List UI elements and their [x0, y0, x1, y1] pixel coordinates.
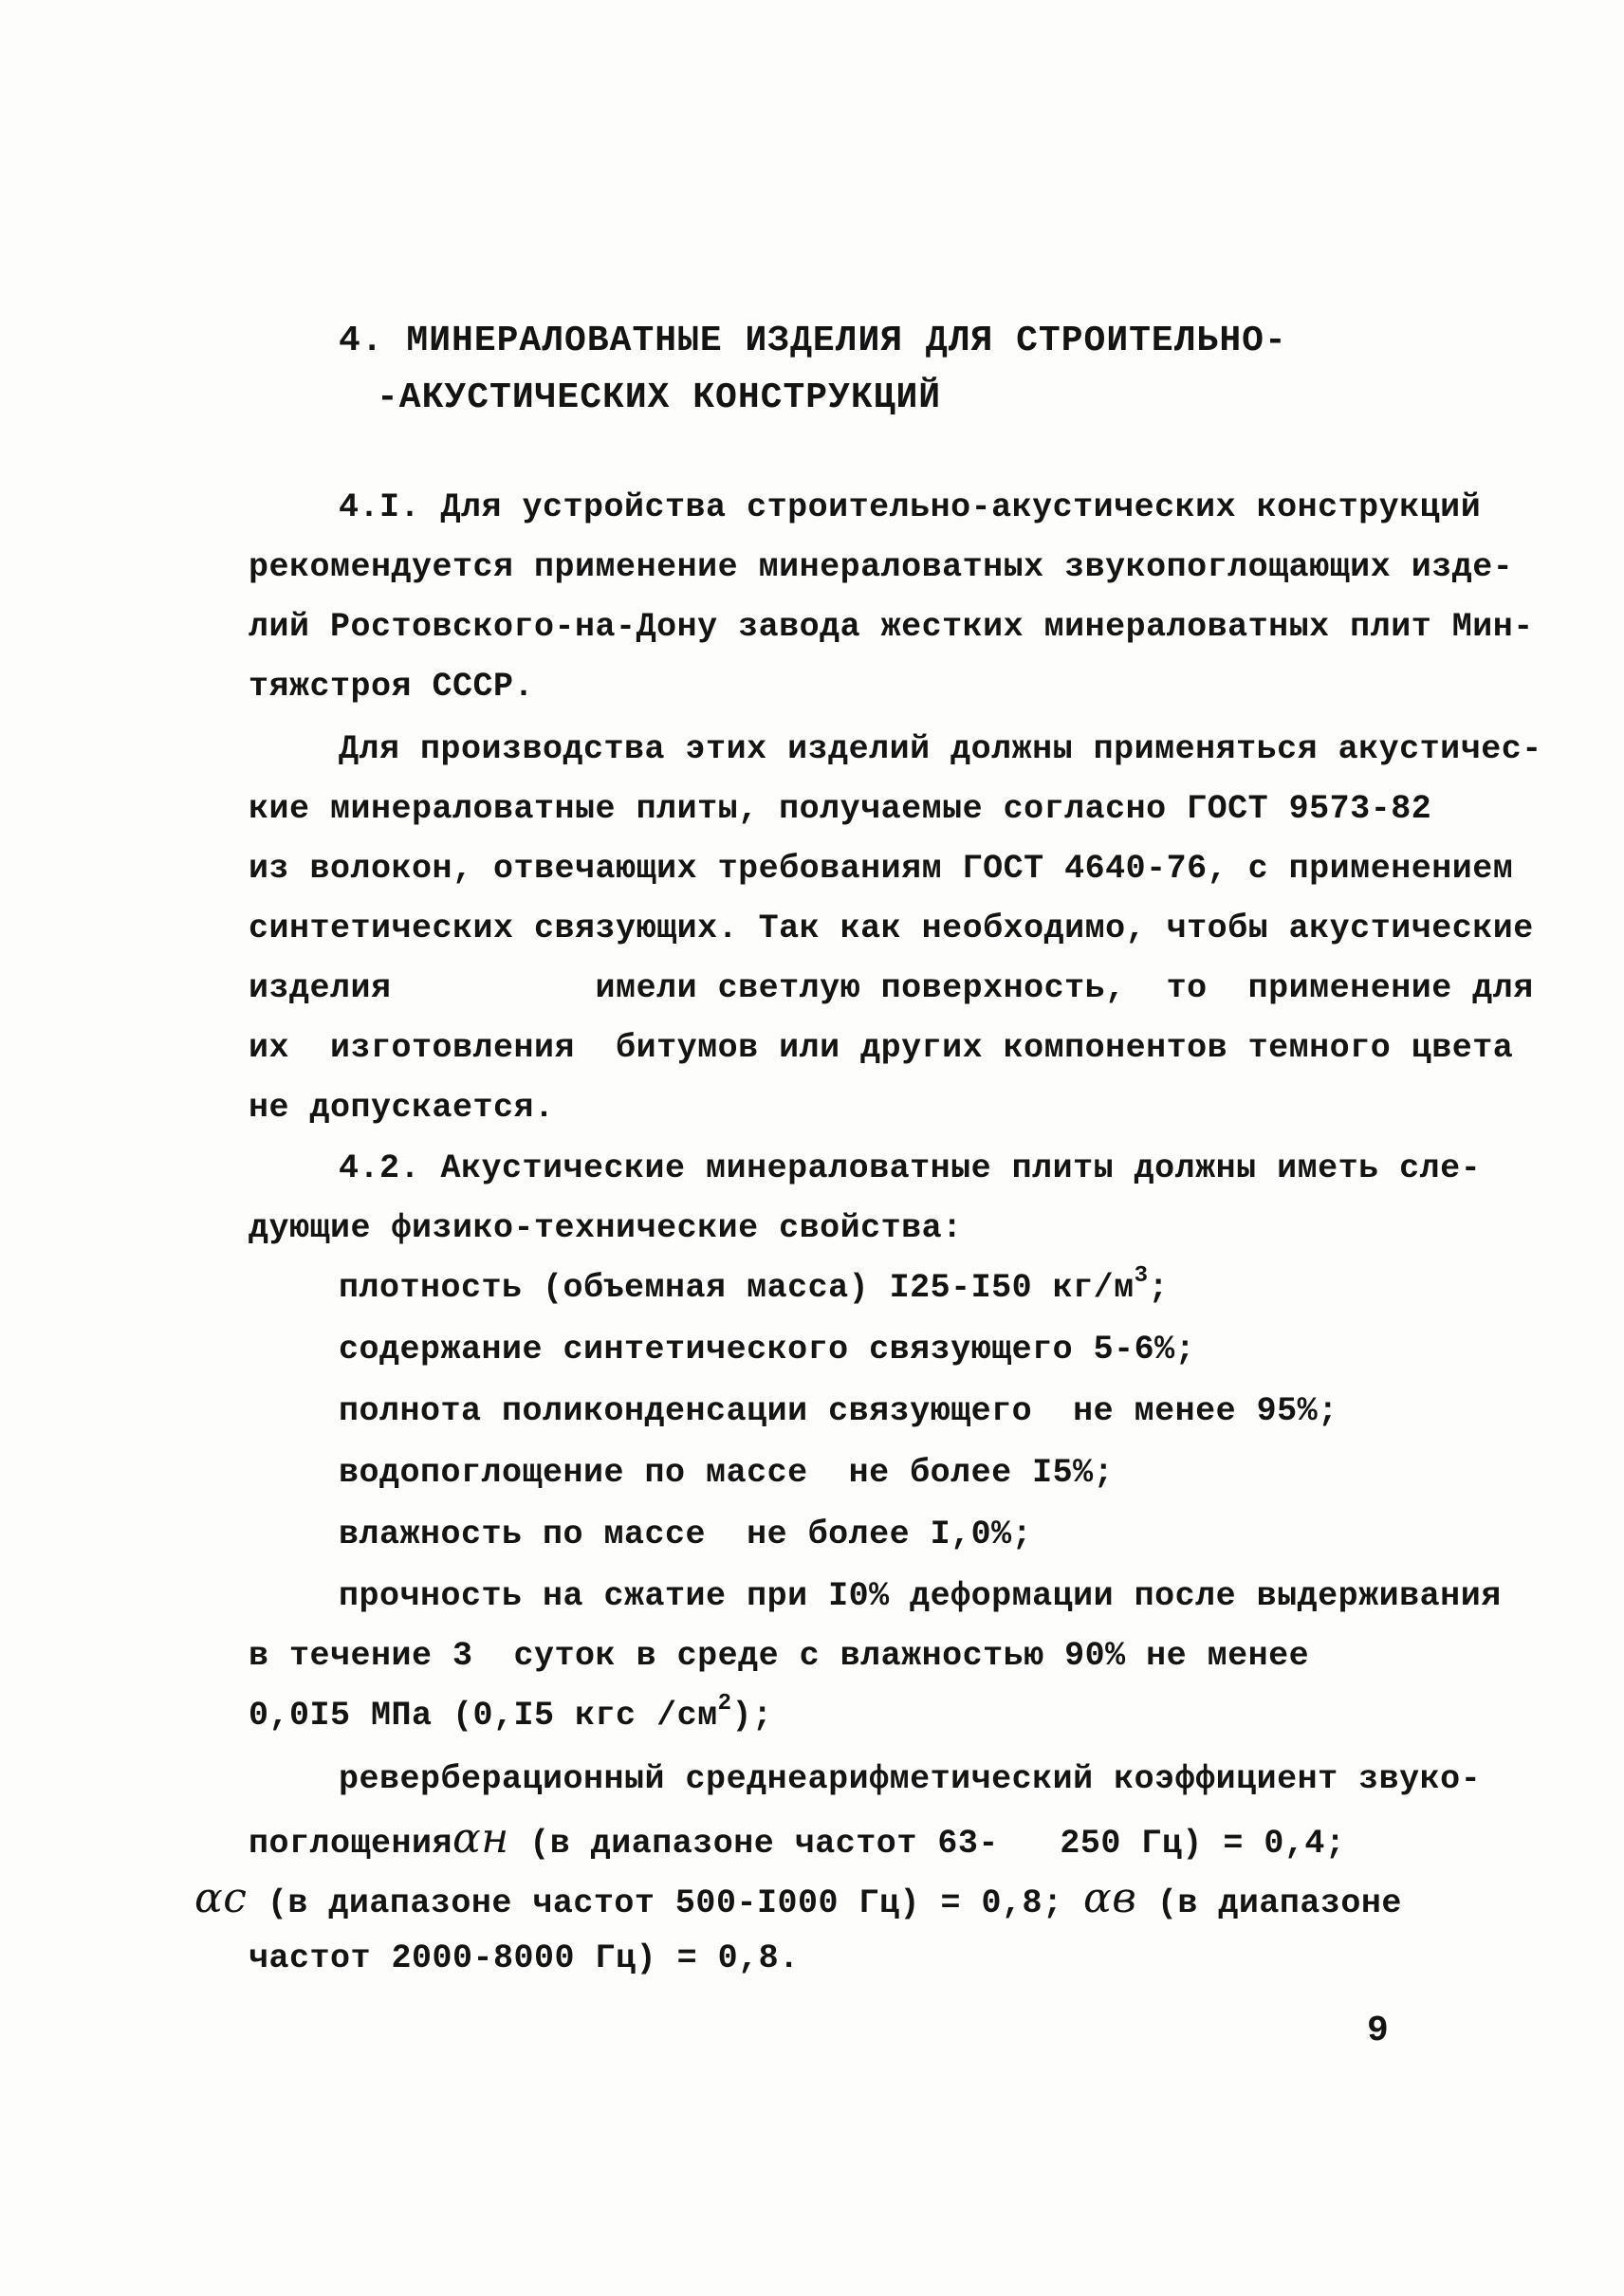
paragraph-4-1-line: тяжстроя СССР. — [249, 668, 535, 706]
property-density — [339, 1263, 1170, 1307]
property-strength-line-2: в течение 3 суток в среде с влажностью 90% не менее — [249, 1637, 1310, 1675]
strength-exponent: 2 — [717, 1691, 732, 1717]
property-water-absorption: водопоглощение по массе не более I5%; — [339, 1454, 1115, 1492]
property-absorption-line-1: реверберационный среднеарифметический коэффициент звуко- — [339, 1760, 1482, 1798]
paragraph-production-line: изделия имели светлую поверхность, то применение для — [249, 969, 1534, 1007]
paragraph-production-line: не допускается. — [249, 1089, 555, 1127]
page-number: 9 — [1367, 2011, 1389, 2051]
absorption-label: поглощения — [249, 1825, 453, 1863]
paragraph-4-1-line: 4.I. Для устройства строительно-акустических конструкций — [339, 488, 1482, 526]
property-absorption-line-2 — [249, 1814, 1346, 1863]
density-text: плотность (объемная масса) I25-I50 кг/м — [339, 1269, 1135, 1307]
paragraph-4-2-line: дующие физико-технические свойства: — [249, 1209, 963, 1247]
section-title-line-1: 4. МИНЕРАЛОВАТНЫЕ ИЗДЕЛИЯ ДЛЯ СТРОИТЕЛЬНО- — [339, 321, 1287, 361]
absorption-range-low: (в диапазоне частот 63- 250 Гц) = 0,4; — [508, 1825, 1346, 1863]
section-title-line-2: -АКУСТИЧЕСКИХ КОНСТРУКЦИЙ — [377, 377, 942, 418]
paragraph-production-line: синтетических связующих. Так как необходимо, чтобы акустические — [249, 909, 1534, 947]
paragraph-production-line: из волокон, отвечающих требованиям ГОСТ 4640-76, с применением — [249, 850, 1514, 888]
alpha-n-symbol: αн — [452, 1814, 509, 1863]
paragraph-production-line: Для производства этих изделий должны применяться акустичес- — [339, 730, 1542, 768]
density-tail: ; — [1148, 1269, 1170, 1307]
density-exponent: 3 — [1134, 1263, 1149, 1289]
property-absorption-line-4: частот 2000-8000 Гц) = 0,8. — [249, 1939, 800, 1977]
property-strength-line-3 — [249, 1691, 773, 1735]
absorption-range-mid: (в диапазоне частот 500-I000 Гц) = 0,8; — [247, 1884, 1083, 1922]
property-absorption-line-3 — [194, 1874, 1402, 1922]
paragraph-production-line: кие минераловатные плиты, получаемые согласно ГОСТ 9573-82 — [249, 790, 1432, 828]
strength-tail: ); — [731, 1697, 773, 1735]
paragraph-4-1-line: рекомендуется применение минераловатных звукопоглощающих изде- — [249, 548, 1514, 586]
property-humidity: влажность по массе не более I,0%; — [339, 1515, 1033, 1553]
paragraph-production-line: их изготовления битумов или других компонентов темного цвета — [249, 1029, 1514, 1067]
alpha-c-symbol: αс — [194, 1874, 248, 1922]
alpha-v-symbol: αв — [1083, 1874, 1137, 1922]
paragraph-4-1-line: лий Ростовского-на-Дону завода жестких минераловатных плит Мин- — [249, 608, 1534, 646]
property-strength-line-1: прочность на сжатие при I0% деформации после выдерживания — [339, 1577, 1502, 1615]
absorption-range-high-label: (в диапазоне — [1136, 1884, 1402, 1922]
paragraph-4-2-line: 4.2. Акустические минераловатные плиты должны иметь сле- — [339, 1149, 1482, 1187]
property-binder-content: содержание синтетического связующего 5-6%; — [339, 1331, 1196, 1368]
property-polycondensation: полнота поликонденсации связующего не менее 95%; — [339, 1392, 1338, 1430]
strength-value: 0,0I5 МПа (0,I5 кгс /см — [249, 1697, 718, 1735]
